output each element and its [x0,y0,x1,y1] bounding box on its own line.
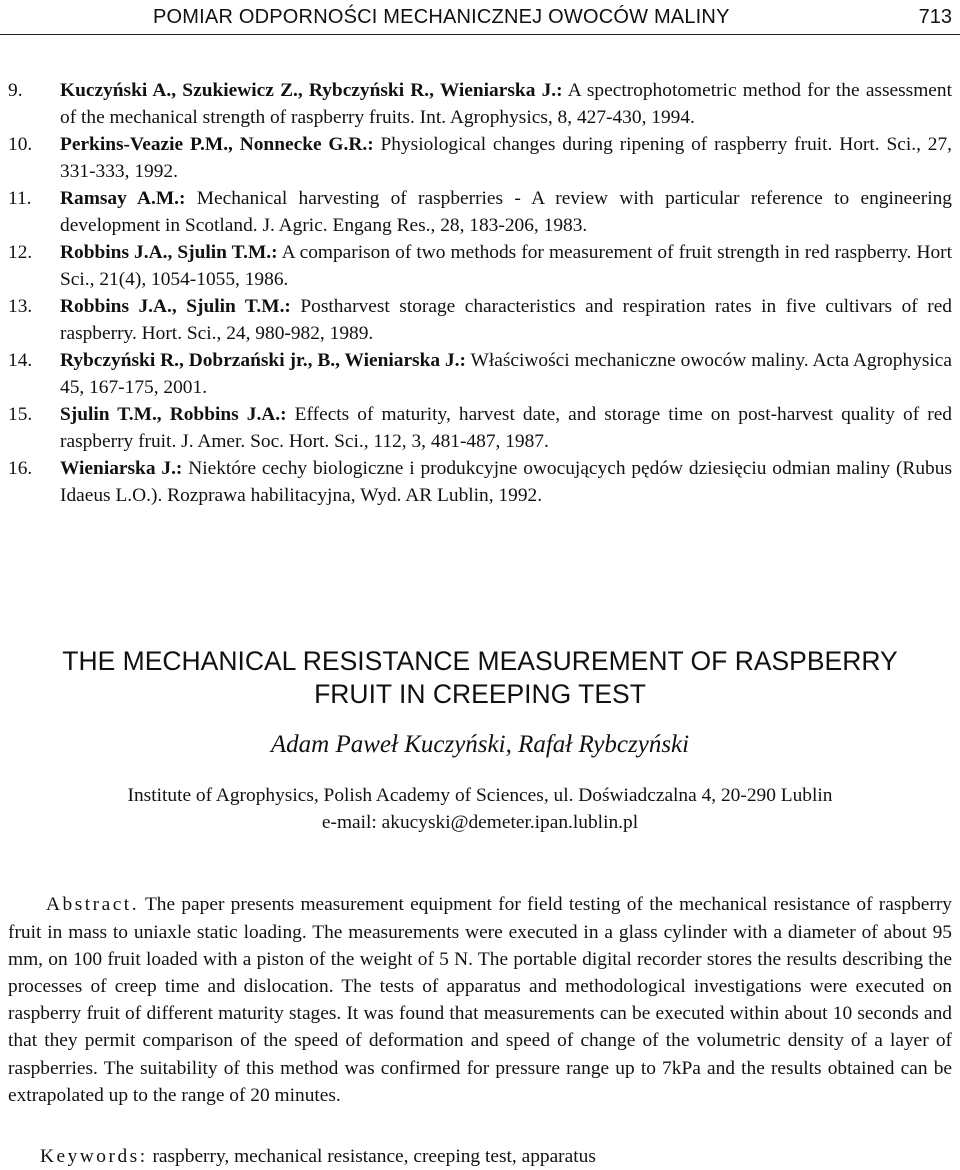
reference-body [60,185,952,239]
reference-item [8,131,952,185]
reference-number: 12. [8,242,33,263]
reference-number: 14. [8,350,33,371]
affiliation-block [0,782,960,836]
reference-list [8,77,952,509]
reference-body [60,77,952,131]
page-number: 713 [918,6,952,28]
reference-number: 15. [8,404,33,425]
reference-authors: Robbins J.A., Sjulin T.M.: [60,296,291,317]
reference-body [60,293,952,347]
reference-number: 16. [8,458,33,479]
reference-authors: Robbins J.A., Sjulin T.M.: [60,242,278,263]
reference-body [60,239,952,293]
running-title: POMIAR ODPORNOŚCI MECHANICZNEJ OWOCÓW MALINY [153,6,730,28]
reference-authors: Sjulin T.M., Robbins J.A.: [60,404,287,425]
article-title-line: FRUIT IN CREEPING TEST [314,679,646,709]
reference-number: 13. [8,296,33,317]
reference-item [8,293,952,347]
reference-authors: Rybczyński R., Dobrzański jr., B., Wieniarska J.: [60,350,466,371]
reference-text: Postharvest storage characteristics and respiration rates in five cultivars of red raspberry. Hort. Sci., 24, 980-982, 1989. [60,296,952,344]
abstract-label: Abstract. [46,894,140,916]
article-title [0,645,960,711]
article-authors: Adam Paweł Kuczyński, Rafał Rybczyński [270,731,690,758]
reference-authors: Kuczyński A., Szukiewicz Z., Rybczyński R., Wieniarska J.: [60,80,563,101]
running-header [0,4,960,35]
affiliation: Institute of Agrophysics, Polish Academy of Sciences, ul. Doświadczalna 4, 20-290 Lublin [127,785,833,806]
reference-authors: Ramsay A.M.: [60,188,186,209]
reference-text: Physiological changes during ripening of raspberry fruit. Hort. Sci., 27, 331-333, 1992. [60,134,952,182]
abstract-text: The paper presents measurement equipment for field testing of the mechanical resistance of raspberry fruit in mass to uniaxle static loading. The measurements were executed in a glass cylinder with a diameter of about 95 mm, on 100 fruit loaded with a piston of the weight of 5 N. The portable digital recorder stores the results describing the processes of creep time and dislocation. The tests of apparatus and methodological investigations were executed on raspberry fruit of different maturity stages. It was found that measurements can be executed within about 10 seconds and that they permit comparison of the speed of deformation and speed of change of the volumetric density of a layer of raspberries. The suitability of this method was confirmed for pressure range up to 7kPa and the results obtained can be extrapolated up to the range of 20 minutes. [8,894,952,1106]
reference-text: A spectrophotometric method for the assessment of the mechanical strength of raspberry fruits. Int. Agrophysics, 8, 427-430, 1994. [60,80,952,128]
reference-item [8,347,952,401]
reference-item [8,401,952,455]
reference-body [60,455,952,509]
email: e-mail: akucyski@demeter.ipan.lublin.pl [321,812,639,833]
abstract [8,891,952,1109]
reference-number: 11. [8,188,32,209]
reference-item [8,239,952,293]
reference-text: A comparison of two methods for measurement of fruit strength in red raspberry. Hort Sci., 21(4), 1054-1055, 1986. [60,242,952,290]
reference-item [8,455,952,509]
keywords-text: raspberry, mechanical resistance, creeping test, apparatus [147,1146,596,1168]
reference-authors: Perkins-Veazie P.M., Nonnecke G.R.: [60,134,374,155]
article-title-line: THE MECHANICAL RESISTANCE MEASUREMENT OF RASPBERRY [62,646,898,676]
reference-body [60,131,952,185]
reference-number: 9. [8,80,23,101]
reference-text: Właściwości mechaniczne owoców maliny. Acta Agrophysica 45, 167-175, 2001. [60,350,952,398]
keywords [8,1143,952,1170]
reference-item [8,185,952,239]
reference-body [60,401,952,455]
reference-body [60,347,952,401]
reference-number: 10. [8,134,33,155]
reference-item [8,77,952,131]
reference-text: Niektóre cechy biologiczne i produkcyjne owocujących pędów dziesięciu odmian maliny (Rubus Idaeus L.O.). Rozprawa habilitacyjna, Wyd. AR Lublin, 1992. [60,458,952,506]
reference-text: Effects of maturity, harvest date, and storage time on post-harvest quality of red raspberry fruit. J. Amer. Soc. Hort. Sci., 112, 3, 481-487, 1987. [60,404,952,452]
reference-text: Mechanical harvesting of raspberries - A review with particular reference to engineering development in Scotland. J. Agric. Engang Res., 28, 183-206, 1983. [60,188,952,236]
reference-authors: Wieniarska J.: [60,458,183,479]
keywords-label: Keywords: [40,1146,148,1168]
